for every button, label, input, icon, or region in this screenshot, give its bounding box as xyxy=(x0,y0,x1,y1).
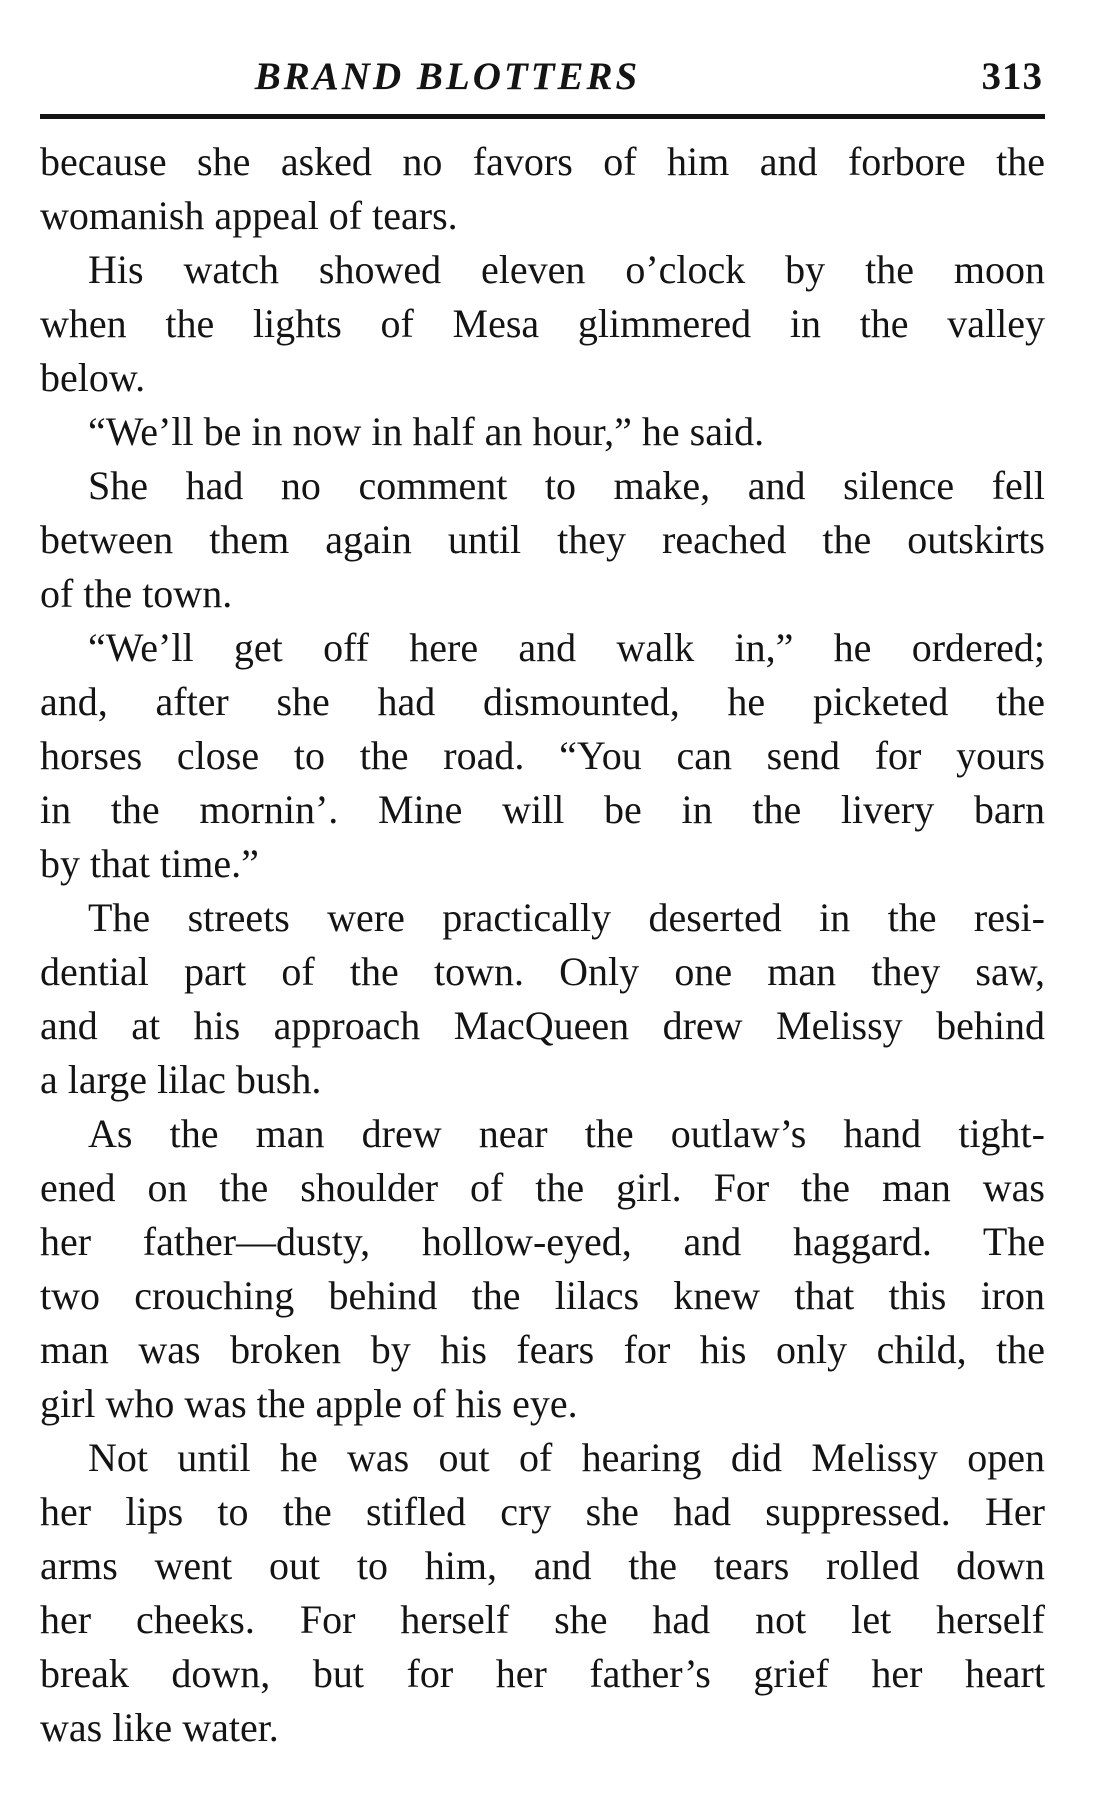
text-line: She had no comment to make, and silence fell xyxy=(88,463,1045,508)
text-line: The streets were practically deserted in the resi- xyxy=(88,895,1045,940)
text-line: two crouching behind the lilacs knew that this iron xyxy=(40,1273,1045,1318)
text-line: when the lights of Mesa glimmered in the valley xyxy=(40,301,1045,346)
text-line: horses close to the road. “You can send for yours xyxy=(40,733,1045,778)
text-line: below. xyxy=(40,355,146,400)
text-line: between them again until they reached the outskirts xyxy=(40,517,1045,562)
book-page xyxy=(40,54,1045,1755)
text-line: and, after she had dismounted, he picketed the xyxy=(40,679,1045,724)
header-rule xyxy=(40,114,1045,119)
body-text xyxy=(40,135,1045,1755)
text-line: her cheeks. For herself she had not let herself xyxy=(40,1597,1045,1642)
text-line: “We’ll get off here and walk in,” he ordered; xyxy=(88,625,1045,670)
text-line: and at his approach MacQueen drew Melissy behind xyxy=(40,1003,1045,1048)
text-line: ened on the shoulder of the girl. For the man was xyxy=(40,1165,1045,1210)
text-line: As the man drew near the outlaw’s hand tight- xyxy=(88,1111,1045,1156)
page-number: 313 xyxy=(981,55,1043,98)
text-line: a large lilac bush. xyxy=(40,1057,322,1102)
text-line: because she asked no favors of him and forbore the xyxy=(40,139,1045,184)
text-line: break down, but for her father’s grief her heart xyxy=(40,1651,1045,1696)
text-line: in the mornin’. Mine will be in the livery barn xyxy=(40,787,1045,832)
text-line: Not until he was out of hearing did Melissy open xyxy=(88,1435,1045,1480)
text-line: “We’ll be in now in half an hour,” he said. xyxy=(88,409,765,454)
text-line: man was broken by his fears for his only child, the xyxy=(40,1327,1045,1372)
text-line: her lips to the stifled cry she had suppressed. Her xyxy=(40,1489,1045,1534)
text-line: womanish appeal of tears. xyxy=(40,193,458,238)
text-line: of the town. xyxy=(40,571,233,616)
running-title: BRAND BLOTTERS xyxy=(254,55,641,98)
text-line: by that time.” xyxy=(40,841,259,886)
text-line: arms went out to him, and the tears rolled down xyxy=(40,1543,1045,1588)
text-line: girl who was the apple of his eye. xyxy=(40,1381,578,1426)
text-line: His watch showed eleven o’clock by the moon xyxy=(88,247,1045,292)
running-head xyxy=(40,54,1045,112)
text-line: was like water. xyxy=(40,1705,279,1750)
text-line: her father—dusty, hollow-eyed, and haggard. The xyxy=(40,1219,1045,1264)
text-line: dential part of the town. Only one man they saw, xyxy=(40,949,1045,994)
